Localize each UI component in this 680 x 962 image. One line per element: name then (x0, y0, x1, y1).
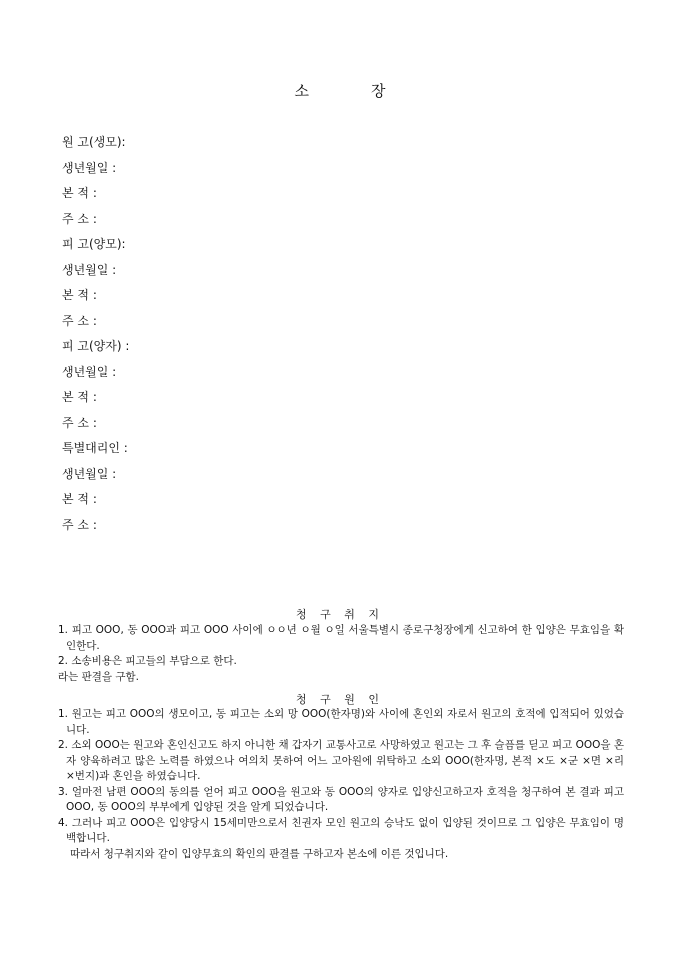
cause-item: 3. 얼마전 남편 OOO의 동의를 얻어 피고 OOO을 원고와 동 OOO의 양자로 입양신고하고자 호적을 청구하여 본 결과 피고 OOO, 동 OOO의 부부에게 입양된 것을 알게 되었습니다. (58, 785, 624, 813)
defendant1-birthdate-label: 생년월일 : (62, 262, 117, 277)
title-char-right: 장 (371, 82, 386, 100)
cause-item: 2. 소외 OOO는 원고와 혼인신고도 하지 아니한 채 갑자기 교통사고로 사망하였고 원고는 그 후 슬픔를 딛고 피고 OOO을 혼자 양육하려고 많은 노력를 하였으나 여의치 못하여 어느 고아원에 위탁하고 소외 OOO(한자명, 본적 ×도 ×군 ×면 ×리 ×번지)과 혼인을 하였습니다. (58, 739, 624, 782)
plaintiff-label: 원 고(생모): (62, 135, 126, 149)
document-title (0, 80, 680, 101)
defendant2-address-label: 주 소 : (62, 415, 97, 430)
parties-list (62, 130, 129, 538)
plaintiff-domicile-label: 본 적 : (62, 186, 97, 200)
claim-heading: 청 구 취 지 (296, 608, 384, 621)
agent-birthdate-label: 생년월일 : (62, 466, 117, 481)
special-agent-label: 특별대리인 : (62, 441, 128, 455)
defendant2-domicile-label: 본 적 : (62, 390, 97, 404)
defendant1-domicile-label: 본 적 : (62, 288, 97, 302)
claim-body (58, 623, 624, 685)
cause-closing: 따라서 청구취지와 같이 입양무효의 확인의 판결를 구하고자 본소에 이른 것입니다. (70, 847, 449, 860)
plaintiff-address-label: 주 소 : (62, 211, 97, 226)
defendant-adoptee-label: 피 고(양자) : (62, 339, 130, 353)
cause-item: 4. 그러나 피고 OOO은 입양당시 15세미만으로서 친권자 모인 원고의 승낙도 없이 입양된 것이므로 그 입양은 무효임이 명백합니다. (58, 816, 624, 844)
plaintiff-birthdate-label: 생년월일 : (62, 160, 117, 175)
agent-address-label: 주 소 : (62, 517, 97, 532)
defendant2-birthdate-label: 생년월일 : (62, 364, 117, 379)
agent-domicile-label: 본 적 : (62, 492, 97, 506)
claim-item: 1. 피고 OOO, 동 OOO과 피고 OOO 사이에 ㅇㅇ년 ㅇ월 ㅇ일 서울특별시 종로구청장에게 신고하여 한 입양은 무효임을 확인한다. (58, 624, 624, 652)
defendant1-address-label: 주 소 : (62, 313, 97, 328)
defendant-adoptive-mother-label: 피 고(양모): (62, 237, 126, 251)
cause-heading: 청 구 원 인 (296, 693, 384, 706)
claim-item: 2. 소송비용은 피고들의 부담으로 한다. (58, 655, 237, 667)
cause-body (58, 707, 624, 862)
title-char-left: 소 (294, 82, 309, 100)
claim-closing: 라는 판결을 구함. (58, 670, 140, 683)
cause-item: 1. 원고는 피고 OOO의 생모이고, 동 피고는 소외 망 OOO(한자명)와 사이에 혼인외 자로서 원고의 호적에 입적되어 있었습니다. (58, 708, 624, 736)
